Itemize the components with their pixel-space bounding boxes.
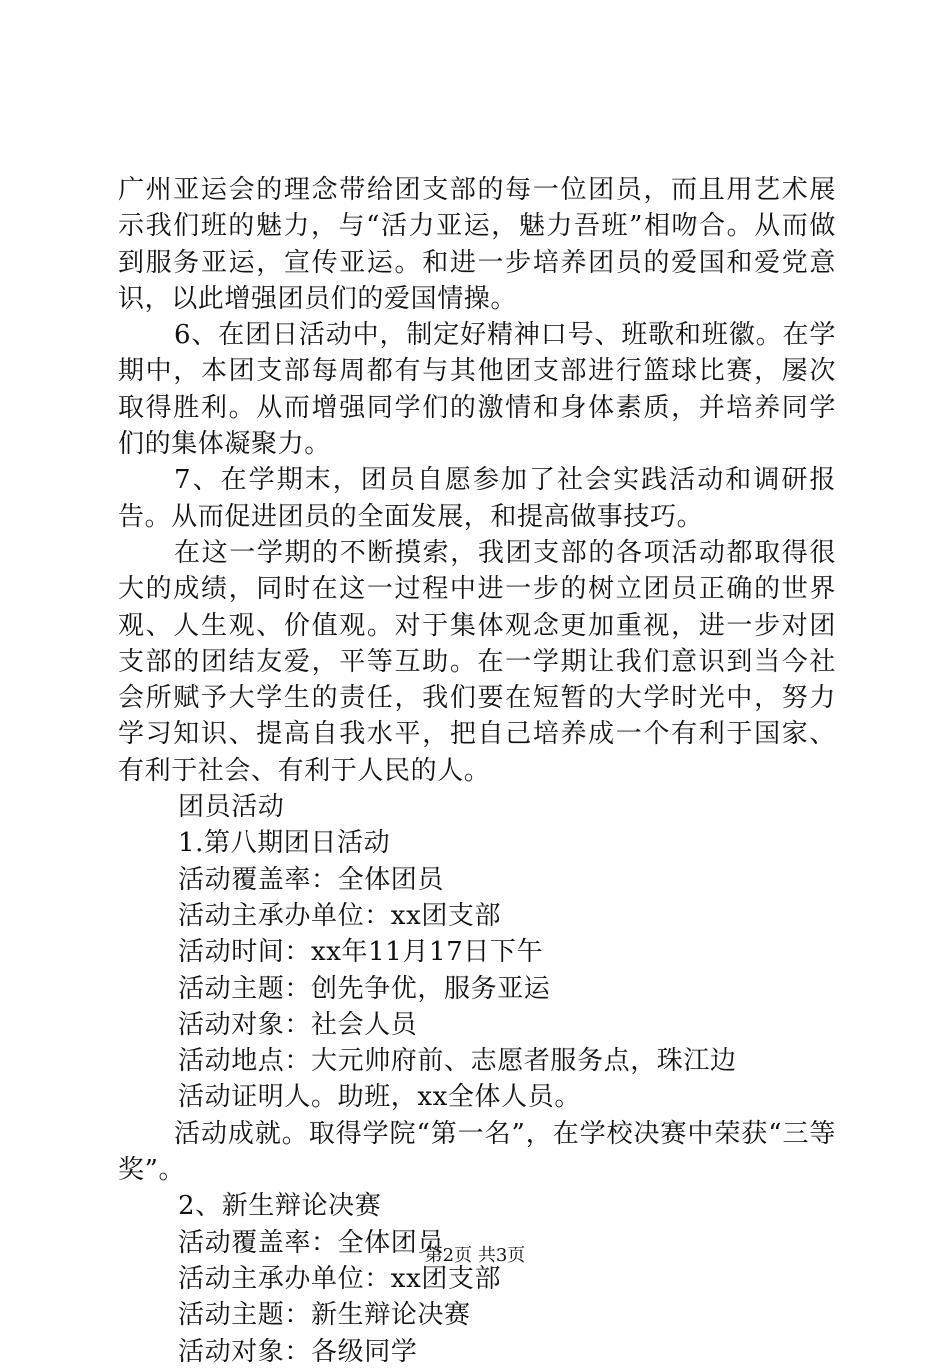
activity1-theme: 活动主题：创先争优，服务亚运: [178, 973, 551, 1004]
activity1-coverage: 活动覆盖率：全体团员: [178, 864, 445, 895]
document-body: [118, 172, 836, 1370]
paragraph-item-6: 6、在团日活动中，制定好精神口号、班歌和班徽。在学期中，本团支部每周都有与其他团支部进行篮球比赛，屡次取得胜利。从而增强同学们的激情和身体素质，并培养同学们的集体凝聚力。: [118, 320, 836, 460]
activity1-title: 1.第八期团日活动: [178, 828, 391, 859]
page-number-footer: 第2页 共3页: [424, 1245, 526, 1266]
section-title: 团员活动: [178, 792, 285, 823]
activity1-target: 活动对象：社会人员: [178, 1009, 418, 1040]
paragraph-item-7: 7、在学期末，团员自愿参加了社会实践活动和调研报告。从而促进团员的全面发展，和提高做事技巧。: [118, 465, 836, 532]
activity2-coverage: 活动覆盖率：全体团员: [178, 1227, 445, 1258]
activity2-organizer: 活动主承办单位：xx团支部: [178, 1263, 502, 1294]
activity2-theme: 活动主题：新生辩论决赛: [178, 1300, 471, 1331]
activity1-location: 活动地点：大元帅府前、志愿者服务点，珠江边: [178, 1046, 737, 1077]
activity1-organizer: 活动主承办单位：xx团支部: [178, 900, 502, 931]
activity2-target: 活动对象：各级同学: [178, 1336, 418, 1367]
paragraph-continuation: 广州亚运会的理念带给团支部的每一位团员，而且用艺术展示我们班的魅力，与“活力亚运，魅力吾班”相吻合。从而做到服务亚运，宣传亚运。和进一步培养团员的爱国和爱党意识，以此增强团员们的爱国情操。: [118, 175, 836, 314]
activity1-witness: 活动证明人。助班，xx全体人员。: [178, 1082, 581, 1113]
activity1-achievement: 活动成就。取得学院“第一名”，在学校决赛中荣获“三等奖”。: [118, 1118, 836, 1186]
activity1-time: 活动时间：xx年11月17日下午: [178, 937, 544, 968]
paragraph-summary: 在这一学期的不断摸索，我团支部的各项活动都取得很大的成绩，同时在这一过程中进一步的树立团员正确的世界观、人生观、价值观。对于集体观念更加重视，进一步对团支部的团结友爱，平等互助。在一学期让我们意识到当今社会所赋予大学生的责任，我们要在短暂的大学时光中，努力学习知识、提高自我水平，把自己培养成一个有利于国家、有利于社会、有利于人民的人。: [118, 537, 836, 786]
activity2-title: 2、新生辩论决赛: [178, 1191, 382, 1222]
